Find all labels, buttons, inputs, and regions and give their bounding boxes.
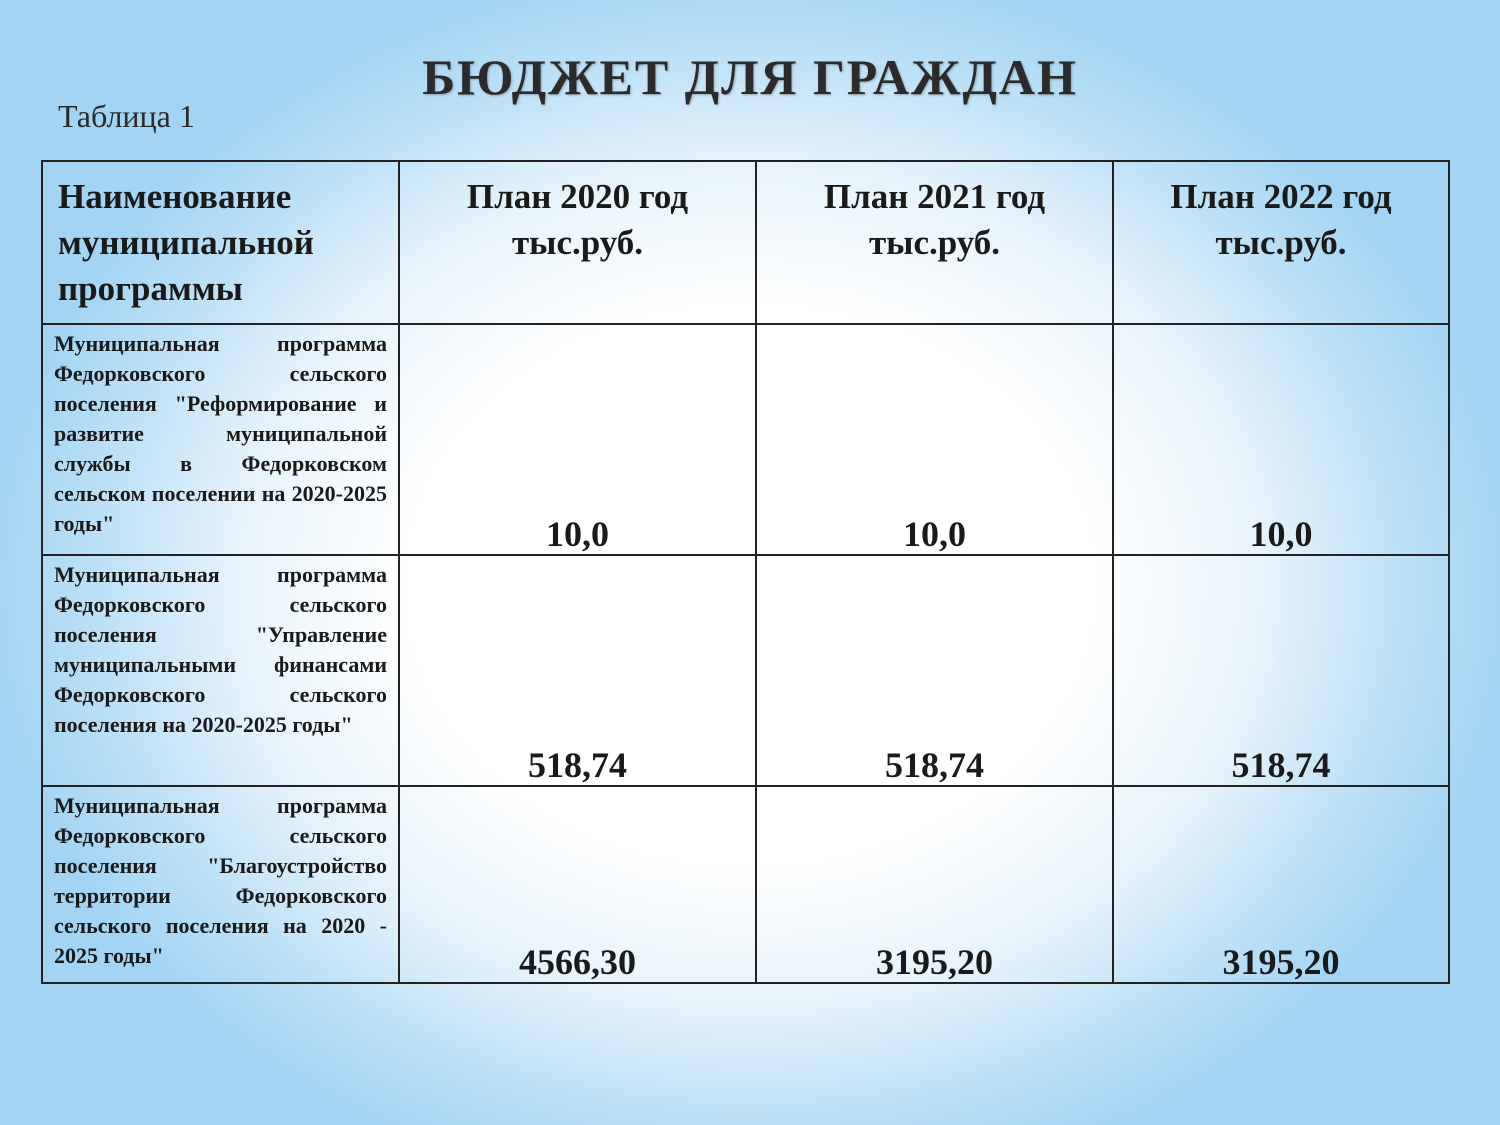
column-header-program-name: Наименование муниципальной программы <box>42 161 399 324</box>
plan-2020-cell: 10,0 <box>399 324 756 555</box>
budget-table <box>41 160 1450 984</box>
program-name-cell: Муниципальная программа Федорковского сельского поселения "Управление муниципальными финансами Федорковского сельского поселения на 2020-2025 годы" <box>42 555 399 786</box>
plan-2022-cell: 10,0 <box>1113 324 1449 555</box>
page-title: БЮДЖЕТ ДЛЯ ГРАЖДАН <box>422 49 1078 105</box>
plan-2022-cell: 518,74 <box>1113 555 1449 786</box>
header-row <box>42 161 1449 324</box>
plan-2021-cell: 3195,20 <box>756 786 1113 983</box>
table-body <box>42 324 1449 983</box>
plan-2020-cell: 518,74 <box>399 555 756 786</box>
plan-2022-cell: 3195,20 <box>1113 786 1449 983</box>
table-row <box>42 555 1449 786</box>
plan-2020-cell: 4566,30 <box>399 786 756 983</box>
table-header <box>42 161 1449 324</box>
program-name-cell: Муниципальная программа Федорковского сельского поселения "Благоустройство территории Федорковского сельского поселения на 2020 - 2025 годы" <box>42 786 399 983</box>
table-caption: Таблица 1 <box>58 98 195 134</box>
program-name-cell: Муниципальная программа Федорковского сельского поселения "Реформирование и развитие муниципальной службы в Федорковском сельском поселении на 2020-2025 годы" <box>42 324 399 555</box>
plan-2021-cell: 10,0 <box>756 324 1113 555</box>
column-header-plan-2021: План 2021 год тыс.руб. <box>756 161 1113 324</box>
column-header-plan-2020: План 2020 год тыс.руб. <box>399 161 756 324</box>
table-row <box>42 324 1449 555</box>
column-header-plan-2022: План 2022 год тыс.руб. <box>1113 161 1449 324</box>
table-row <box>42 786 1449 983</box>
plan-2021-cell: 518,74 <box>756 555 1113 786</box>
